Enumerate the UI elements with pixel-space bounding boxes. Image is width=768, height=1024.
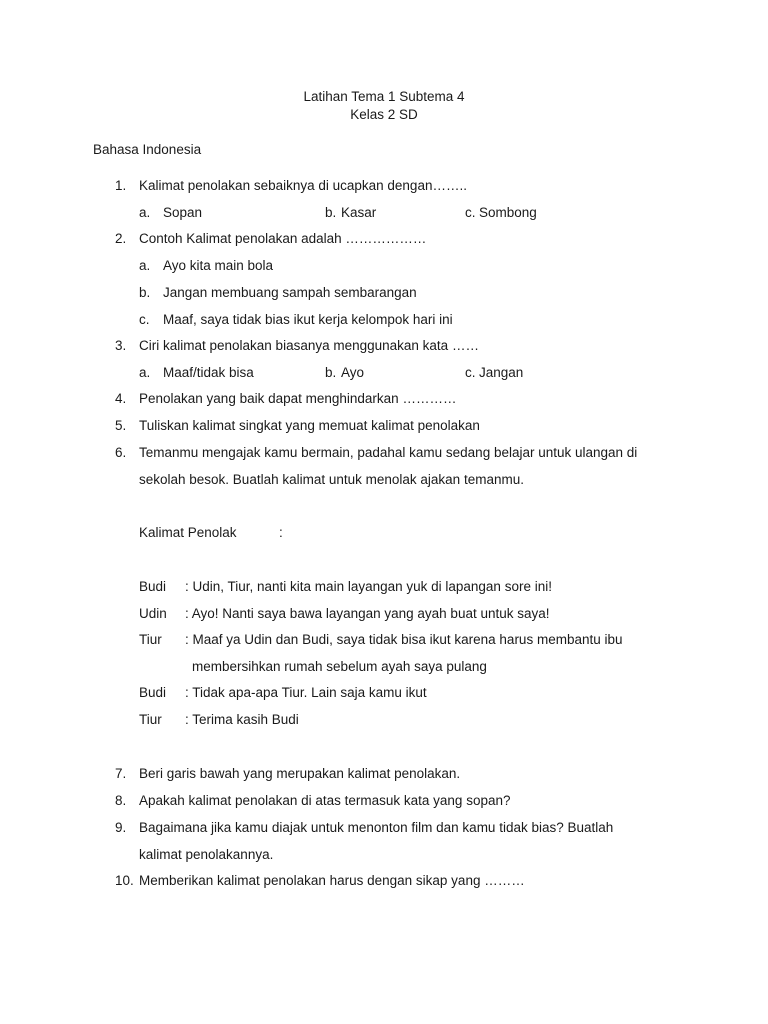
option-letter: b. [139, 285, 151, 300]
question-text-continuation: kalimat penolakannya. [139, 847, 274, 862]
dialogue-line: : Terima kasih Budi [185, 712, 299, 727]
question-number: 3. [115, 338, 127, 353]
option-text: Jangan [479, 365, 524, 380]
question-number: 10. [115, 873, 134, 888]
option-letter: a. [139, 205, 151, 220]
question-text: Temanmu mengajak kamu bermain, padahal kamu sedang belajar untuk ulangan di [139, 445, 638, 460]
option-letter: c. [465, 205, 476, 220]
option-text: Ayo kita main bola [163, 258, 274, 273]
question-text-continuation: sekolah besok. Buatlah kalimat untuk menolak ajakan temanmu. [139, 472, 524, 487]
worksheet-title: Latihan Tema 1 Subtema 4 [303, 89, 465, 104]
question-text: Memberikan kalimat penolakan harus dengan sikap yang ……… [139, 873, 525, 888]
dialogue-line: : Ayo! Nanti saya bawa layangan yang ayah buat untuk saya! [185, 606, 550, 621]
answer-label-colon: : [279, 525, 283, 540]
question-text: Ciri kalimat penolakan biasanya menggunakan kata …… [139, 338, 479, 353]
dialogue-speaker: Tiur [139, 632, 162, 647]
question-number: 1. [115, 178, 127, 193]
option-text: Sombong [479, 205, 537, 220]
question-text: Beri garis bawah yang merupakan kalimat penolakan. [139, 766, 461, 781]
question-text: Apakah kalimat penolakan di atas termasuk kata yang sopan? [139, 793, 511, 808]
dialogue-speaker: Budi [139, 685, 167, 700]
option-letter: a. [139, 365, 151, 380]
option-text: Ayo [341, 365, 365, 380]
option-letter: c. [139, 312, 150, 327]
question-text: Penolakan yang baik dapat menghindarkan ………… [139, 391, 457, 406]
question-number: 2. [115, 231, 127, 246]
option-letter: a. [139, 258, 151, 273]
dialogue-speaker: Budi [139, 579, 167, 594]
question-text: Contoh Kalimat penolakan adalah ……………… [139, 231, 427, 246]
question-number: 9. [115, 820, 127, 835]
dialogue-speaker: Tiur [139, 712, 162, 727]
subject-heading: Bahasa Indonesia [93, 142, 202, 157]
question-number: 8. [115, 793, 127, 808]
dialogue-line: : Tidak apa-apa Tiur. Lain saja kamu ikut [185, 685, 427, 700]
option-letter: b. [325, 205, 337, 220]
question-number: 7. [115, 766, 127, 781]
option-text: Sopan [163, 205, 203, 220]
dialogue-line-continuation: membersihkan rumah sebelum ayah saya pulang [192, 659, 487, 674]
option-text: Jangan membuang sampah sembarangan [163, 285, 417, 300]
dialogue-speaker: Udin [139, 606, 167, 621]
question-number: 4. [115, 391, 127, 406]
option-letter: c. [465, 365, 476, 380]
question-text: Tuliskan kalimat singkat yang memuat kalimat penolakan [139, 418, 480, 433]
option-letter: b. [325, 365, 337, 380]
option-text: Kasar [341, 205, 377, 220]
dialogue-line: : Udin, Tiur, nanti kita main layangan yuk di lapangan sore ini! [185, 579, 552, 594]
option-text: Maaf/tidak bisa [163, 365, 254, 380]
question-text: Bagaimana jika kamu diajak untuk menonton film dan kamu tidak bias? Buatlah [139, 820, 614, 835]
option-text: Maaf, saya tidak bias ikut kerja kelompok hari ini [163, 312, 453, 327]
question-text: Kalimat penolakan sebaiknya di ucapkan dengan…….. [139, 178, 467, 193]
worksheet-subtitle: Kelas 2 SD [350, 107, 418, 122]
question-number: 5. [115, 418, 127, 433]
answer-label: Kalimat Penolak [139, 525, 237, 540]
question-number: 6. [115, 445, 127, 460]
dialogue-line: : Maaf ya Udin dan Budi, saya tidak bisa ikut karena harus membantu ibu [185, 632, 623, 647]
